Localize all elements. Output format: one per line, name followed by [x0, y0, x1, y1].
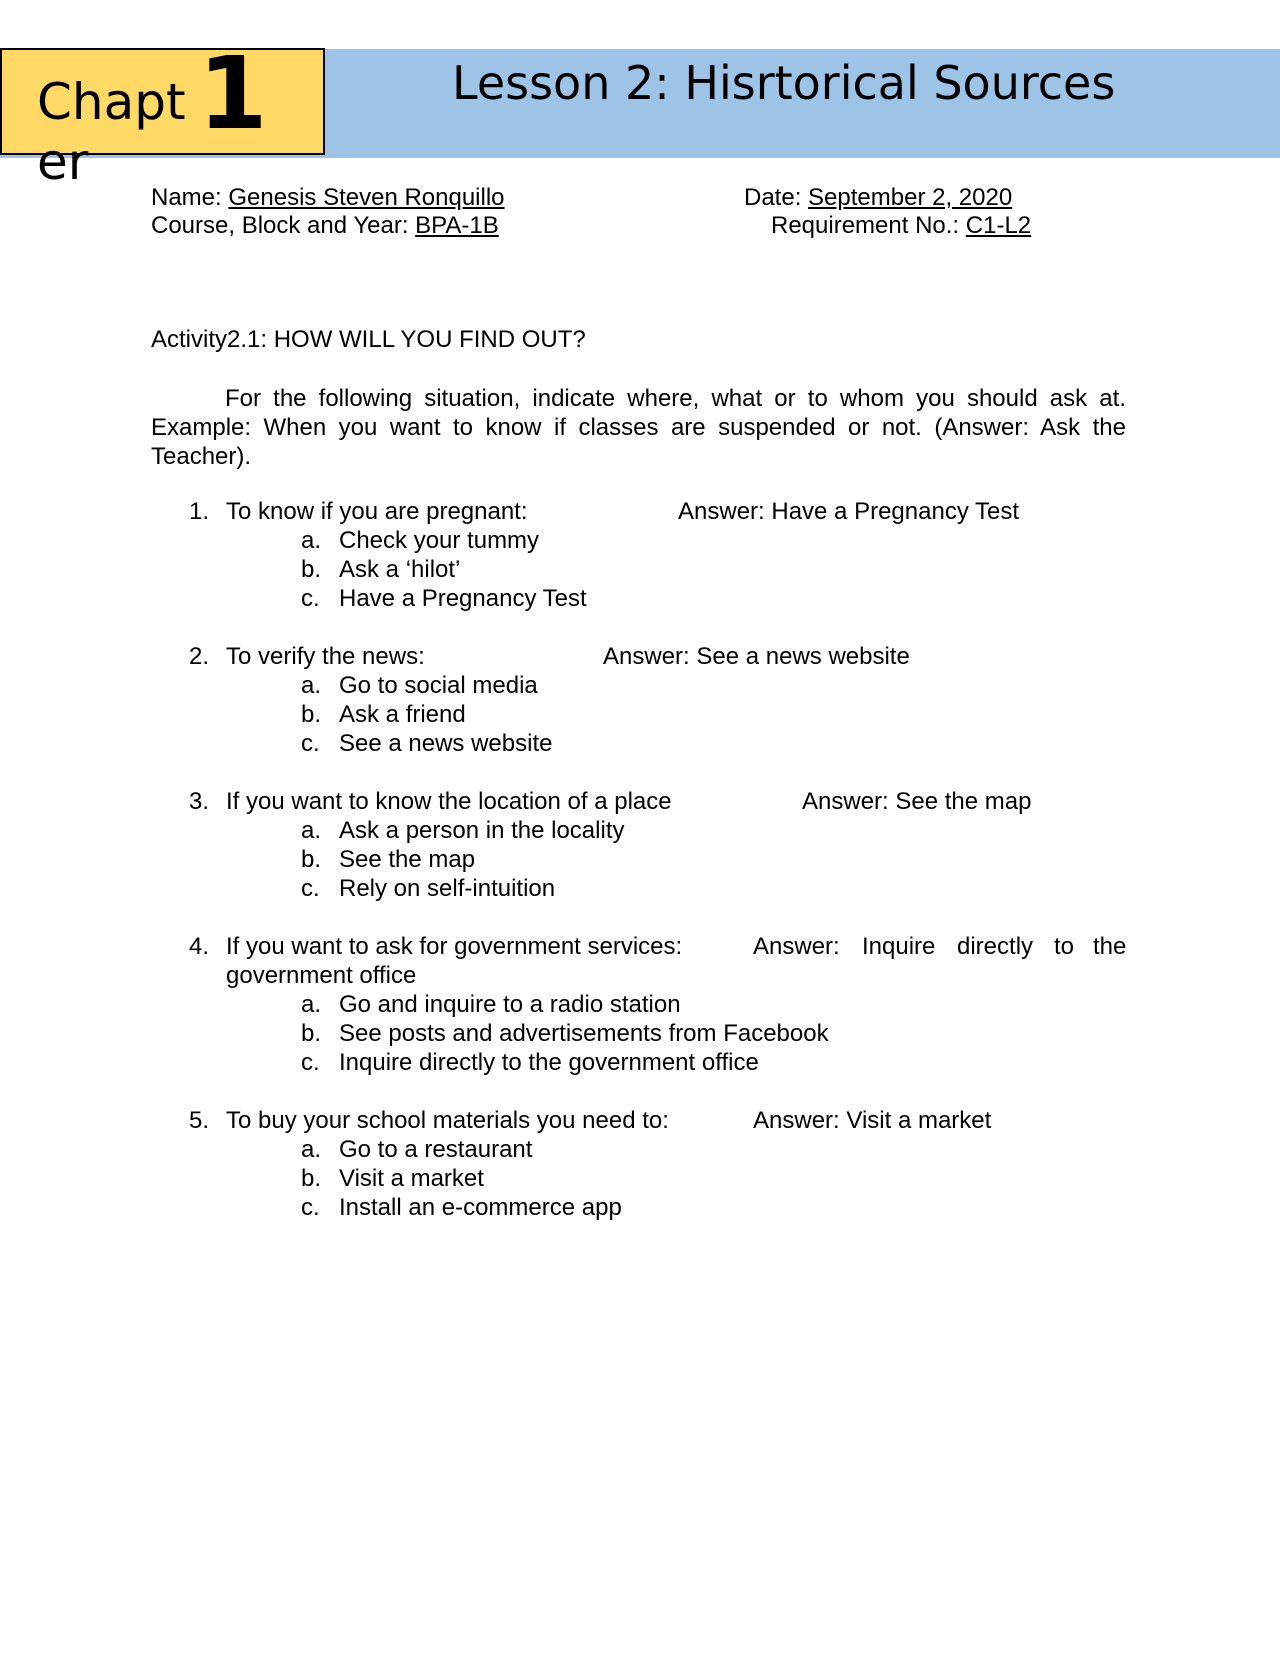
option-letter: c. [301, 875, 320, 902]
answer-word: Answer: [753, 933, 840, 960]
option-letter: a. [301, 817, 322, 844]
option-item [189, 1048, 1129, 1077]
option-letter: c. [301, 1049, 320, 1076]
question-answer: Answer: Have a Pregnancy Test [678, 498, 1020, 525]
option-text: Visit a market [339, 1165, 484, 1192]
activity-instructions: For the following situation, indicate where, what or to whom you should ask at. Example: When you want to know if classes are suspended or not. (Answer: Ask the Teacher). [151, 385, 1126, 470]
question-answer: Answer: See a news website [603, 643, 910, 670]
option-text: Go to a restaurant [339, 1136, 533, 1163]
option-item [189, 526, 1129, 555]
option-letter: b. [301, 1165, 322, 1192]
option-text: Ask a ‘hilot’ [339, 556, 461, 583]
option-letter: b. [301, 556, 322, 583]
question-number: 4. [189, 933, 210, 960]
question-number: 2. [189, 643, 210, 670]
option-item [189, 700, 1129, 729]
option-item [189, 845, 1129, 874]
question-text: To know if you are pregnant: [226, 498, 528, 525]
option-item [189, 555, 1129, 584]
option-item [189, 816, 1129, 845]
question-item [189, 1106, 1129, 1222]
option-text: Go to social media [339, 672, 538, 699]
option-text: Inquire directly to the government office [339, 1049, 759, 1076]
lesson-title: Lesson 2: Hisrtorical Sources [452, 56, 1116, 110]
name-label: Name: [151, 184, 229, 211]
option-text: See a news website [339, 730, 553, 757]
option-letter: c. [301, 730, 320, 757]
answer-word: to [1054, 933, 1075, 960]
option-item [189, 1019, 1129, 1048]
option-text: See the map [339, 846, 476, 873]
answer-word: the [1093, 933, 1127, 960]
option-letter: b. [301, 846, 322, 873]
option-letter: b. [301, 701, 322, 728]
activity-title: Activity2.1: HOW WILL YOU FIND OUT? [151, 326, 586, 353]
question-text: If you want to know the location of a place [226, 788, 672, 815]
option-letter: c. [301, 585, 320, 612]
name-line [151, 184, 505, 212]
requirement-line [771, 212, 1031, 240]
option-item [189, 990, 1129, 1019]
course-value: BPA-1B [415, 212, 499, 239]
answer-continuation: government office [226, 962, 417, 989]
option-text: Install an e-commerce app [339, 1194, 622, 1221]
question-item [189, 787, 1129, 903]
answer-word: directly [957, 933, 1034, 960]
option-letter: c. [301, 1194, 320, 1221]
option-text: See posts and advertisements from Facebook [339, 1020, 829, 1047]
name-value: Genesis Steven Ronquillo [228, 184, 505, 211]
option-text: Ask a person in the locality [339, 817, 625, 844]
option-item [189, 671, 1129, 700]
question-number: 5. [189, 1107, 210, 1134]
chapter-label: Chapter [37, 73, 186, 191]
requirement-value: C1-L2 [965, 212, 1032, 239]
chapter-number: 1 [198, 35, 268, 152]
option-text: Go and inquire to a radio station [339, 991, 681, 1018]
date-line [744, 184, 1012, 212]
course-label: Course, Block and Year: [151, 212, 416, 239]
option-item [189, 874, 1129, 903]
option-letter: a. [301, 1136, 322, 1163]
question-item [189, 497, 1129, 613]
option-item [189, 584, 1129, 613]
option-item [189, 729, 1129, 758]
date-value: September 2, 2020 [808, 184, 1013, 211]
option-item [189, 1135, 1129, 1164]
option-text: Rely on self-intuition [339, 875, 556, 902]
option-letter: a. [301, 527, 322, 554]
course-line [151, 212, 499, 240]
question-item [189, 932, 1129, 1077]
option-text: Ask a friend [339, 701, 466, 728]
question-number: 1. [189, 498, 210, 525]
requirement-label: Requirement No.: [771, 212, 966, 239]
option-letter: a. [301, 672, 322, 699]
question-answer: Answer: See the map [802, 788, 1032, 815]
question-text: To buy your school materials you need to: [226, 1107, 669, 1134]
question-answer: Answer: Visit a market [753, 1107, 992, 1134]
question-list [189, 497, 1129, 1251]
option-text: Have a Pregnancy Test [339, 585, 587, 612]
option-letter: b. [301, 1020, 322, 1047]
option-item [189, 1193, 1129, 1222]
date-label: Date: [744, 184, 809, 211]
question-item [189, 642, 1129, 758]
option-letter: a. [301, 991, 322, 1018]
answer-word: Inquire [862, 933, 936, 960]
question-number: 3. [189, 788, 210, 815]
option-text: Check your tummy [339, 527, 540, 554]
question-text: To verify the news: [226, 643, 425, 670]
option-item [189, 1164, 1129, 1193]
question-text: If you want to ask for government services: [226, 933, 683, 960]
